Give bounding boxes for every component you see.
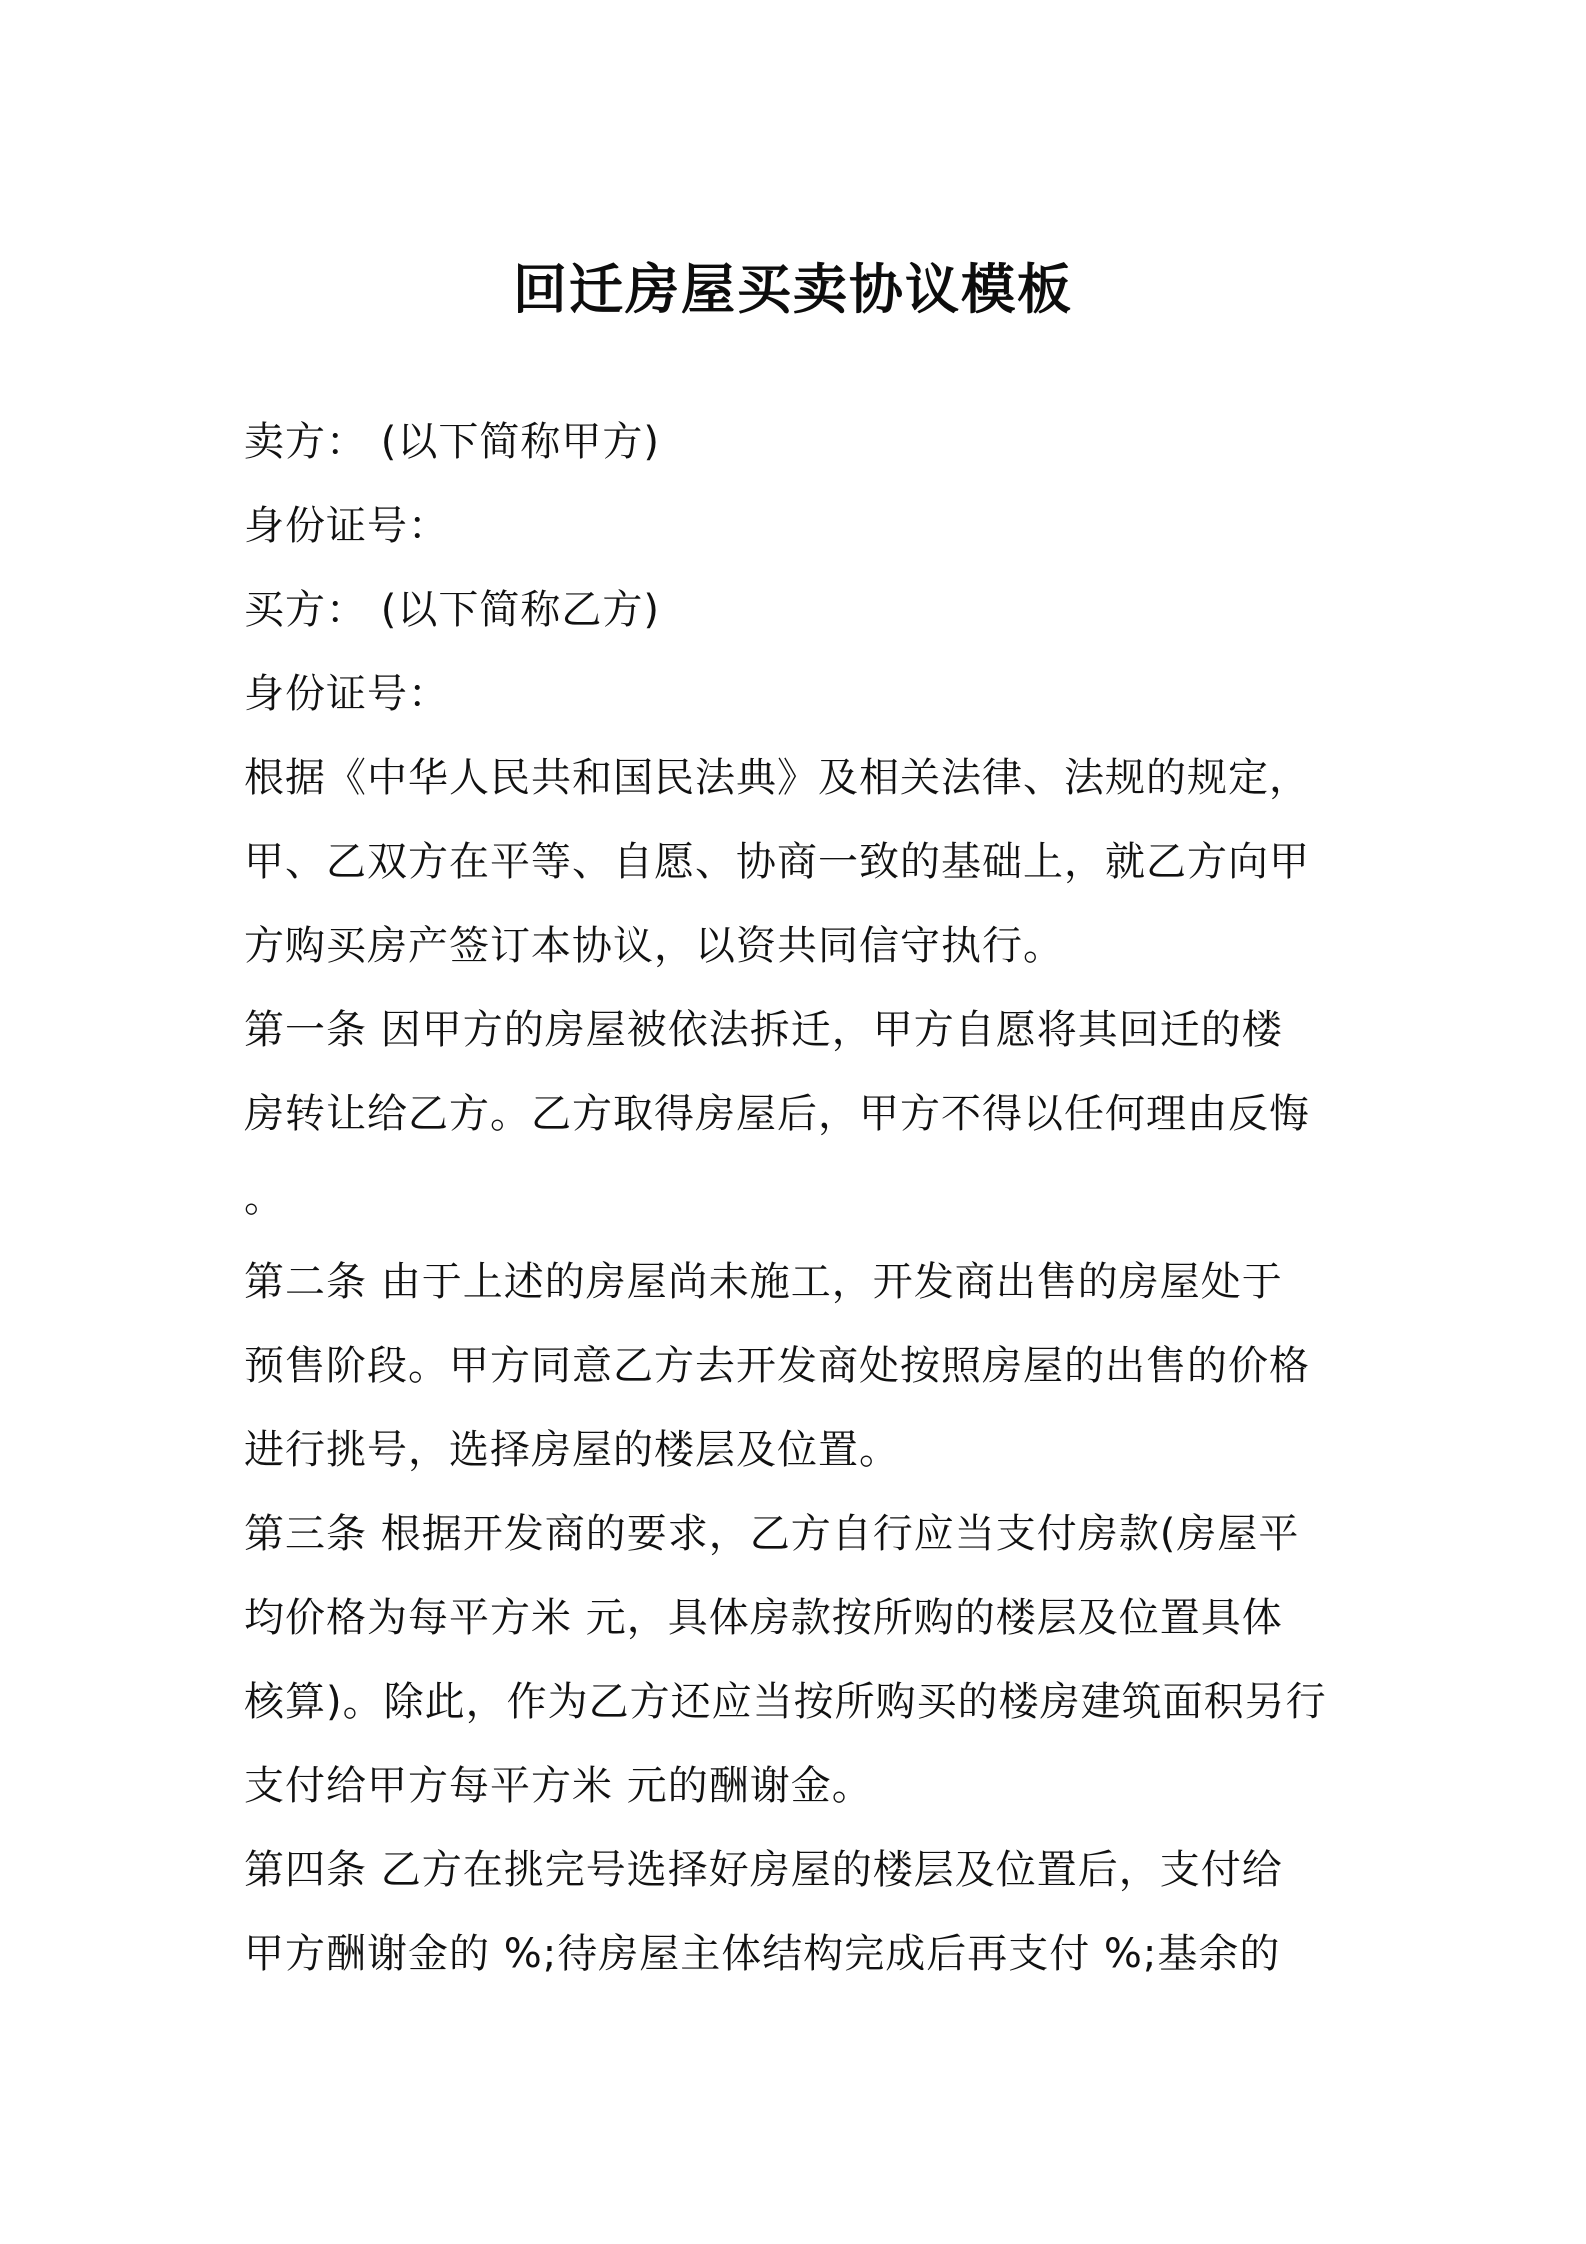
seller-line: 卖方： (以下简称甲方) bbox=[244, 419, 660, 465]
article-1-line: 房转让给乙方。乙方取得房屋后，甲方不得以任何理由反悔 bbox=[244, 1091, 1310, 1137]
preamble-line: 根据《中华人民共和国民法典》及相关法律、法规的规定， bbox=[244, 755, 1310, 801]
preamble-line: 甲、乙双方在平等、自愿、协商一致的基础上，就乙方向甲 bbox=[244, 839, 1310, 885]
buyer-line: 买方： (以下简称乙方) bbox=[244, 587, 660, 633]
document-title: 回迁房屋买卖协议模板 bbox=[513, 258, 1073, 321]
buyer-id-line: 身份证号： bbox=[244, 671, 449, 717]
article-3-line: 均价格为每平方米 元，具体房款按所购的楼层及位置具体 bbox=[244, 1595, 1283, 1641]
article-2-line: 预售阶段。甲方同意乙方去开发商处按照房屋的出售的价格 bbox=[244, 1343, 1310, 1389]
document-body bbox=[244, 400, 1354, 1996]
article-1-line: 。 bbox=[244, 1175, 285, 1221]
article-2-line: 第二条 由于上述的房屋尚未施工，开发商出售的房屋处于 bbox=[244, 1259, 1283, 1305]
article-1-line: 第一条 因甲方的房屋被依法拆迁，甲方自愿将其回迁的楼 bbox=[244, 1007, 1283, 1053]
article-3-line: 核算)。除此，作为乙方还应当按所购买的楼房建筑面积另行 bbox=[244, 1679, 1327, 1725]
article-3-line: 第三条 根据开发商的要求，乙方自行应当支付房款(房屋平 bbox=[244, 1511, 1300, 1557]
article-2-line: 进行挑号，选择房屋的楼层及位置。 bbox=[244, 1427, 900, 1473]
preamble-line: 方购买房产签订本协议，以资共同信守执行。 bbox=[244, 923, 1064, 969]
article-3-line: 支付给甲方每平方米 元的酬谢金。 bbox=[244, 1763, 873, 1809]
article-4-line: 第四条 乙方在挑完号选择好房屋的楼层及位置后，支付给 bbox=[244, 1847, 1283, 1893]
seller-id-line: 身份证号： bbox=[244, 503, 449, 549]
article-4-line: 甲方酬谢金的 %;待房屋主体结构完成后再支付 %;基余的 bbox=[244, 1931, 1281, 1977]
